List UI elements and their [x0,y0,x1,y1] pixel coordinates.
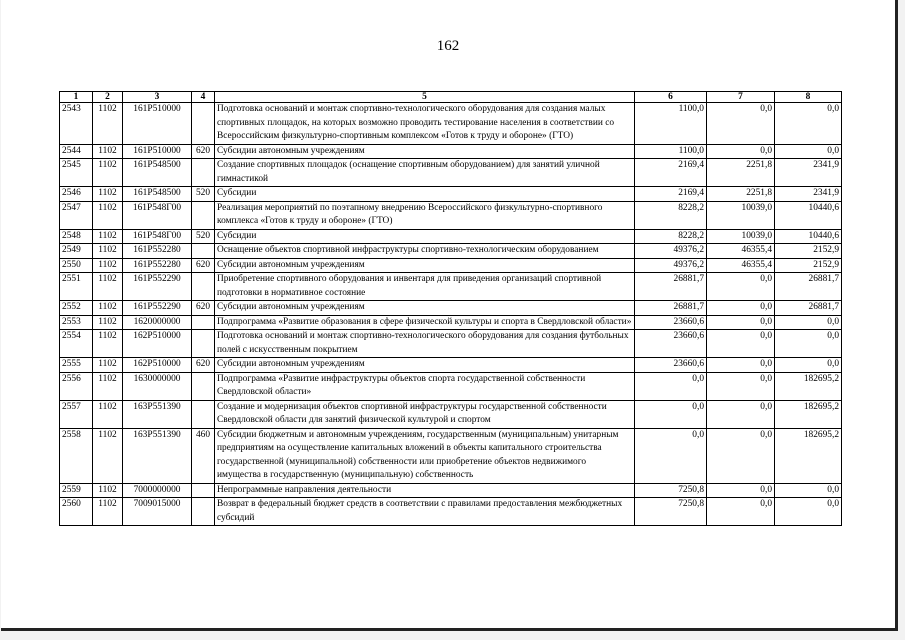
table-header-row [60,92,842,103]
amount-col6-cell: 0,0 [635,400,707,428]
expense-type-cell: 620 [192,301,215,316]
amount-col8-cell: 26881,7 [775,301,842,316]
budget-table [59,91,842,526]
target-article-cell: 161P548Г00 [123,229,192,244]
row-number-cell: 2547 [60,201,93,229]
amount-col8-cell: 182695,2 [775,428,842,483]
amount-col7-cell: 46355,4 [707,244,775,259]
table-row [60,428,842,483]
item-name-cell: Подпрограмма «Развитие инфраструктуры объектов спорта государственной собственности Свердловской области» [215,372,635,400]
amount-col8-cell: 0,0 [775,330,842,358]
section-code-cell: 1102 [93,229,123,244]
amount-col8-cell: 0,0 [775,103,842,145]
amount-col8-cell: 2152,9 [775,244,842,259]
item-name-cell: Подпрограмма «Развитие образования в сфере физической культуры и спорта в Свердловской области» [215,315,635,330]
table-row [60,483,842,498]
section-code-cell: 1102 [93,144,123,159]
expense-type-cell [192,483,215,498]
column-header: 5 [215,92,635,103]
row-number-cell: 2557 [60,400,93,428]
item-name-cell: Непрограммные направления деятельности [215,483,635,498]
table-row [60,498,842,526]
amount-col6-cell: 8228,2 [635,201,707,229]
amount-col7-cell: 10039,0 [707,229,775,244]
table-row [60,273,842,301]
section-code-cell: 1102 [93,187,123,202]
row-number-cell: 2554 [60,330,93,358]
column-header: 3 [123,92,192,103]
row-number-cell: 2558 [60,428,93,483]
target-article-cell: 161P552290 [123,301,192,316]
document-page [1,0,898,631]
expense-type-cell [192,315,215,330]
item-name-cell: Подготовка оснований и монтаж спортивно-технологического оборудования для создания футбольных полей с искусственным покрытием [215,330,635,358]
item-name-cell: Приобретение спортивного оборудования и инвентаря для приведения организаций спортивной подготовки в нормативное состояние [215,273,635,301]
expense-type-cell: 520 [192,229,215,244]
table-row [60,229,842,244]
section-code-cell: 1102 [93,330,123,358]
amount-col6-cell: 8228,2 [635,229,707,244]
row-number-cell: 2551 [60,273,93,301]
expense-type-cell [192,372,215,400]
item-name-cell: Субсидии [215,187,635,202]
table-row [60,301,842,316]
table-row [60,315,842,330]
amount-col8-cell: 0,0 [775,483,842,498]
amount-col7-cell: 0,0 [707,273,775,301]
section-code-cell: 1102 [93,358,123,373]
target-article-cell: 161P548Г00 [123,201,192,229]
amount-col6-cell: 2169,4 [635,187,707,202]
page-number: 162 [436,38,460,54]
amount-col8-cell: 0,0 [775,315,842,330]
target-article-cell: 161P552290 [123,273,192,301]
target-article-cell: 161P552280 [123,244,192,259]
section-code-cell: 1102 [93,428,123,483]
table-row [60,372,842,400]
amount-col7-cell: 0,0 [707,372,775,400]
target-article-cell: 161P548500 [123,187,192,202]
amount-col7-cell: 46355,4 [707,258,775,273]
expense-type-cell [192,498,215,526]
amount-col8-cell: 10440,6 [775,229,842,244]
row-number-cell: 2549 [60,244,93,259]
target-article-cell: 1630000000 [123,372,192,400]
target-article-cell: 7000000000 [123,483,192,498]
amount-col8-cell: 182695,2 [775,372,842,400]
amount-col7-cell: 0,0 [707,483,775,498]
row-number-cell: 2556 [60,372,93,400]
amount-col6-cell: 26881,7 [635,301,707,316]
column-header: 4 [192,92,215,103]
table-row [60,187,842,202]
section-code-cell: 1102 [93,315,123,330]
table-row [60,159,842,187]
amount-col8-cell: 10440,6 [775,201,842,229]
amount-col6-cell: 49376,2 [635,244,707,259]
row-number-cell: 2555 [60,358,93,373]
target-article-cell: 162P510000 [123,330,192,358]
target-article-cell: 161P548500 [123,159,192,187]
amount-col6-cell: 2169,4 [635,159,707,187]
amount-col7-cell: 0,0 [707,144,775,159]
section-code-cell: 1102 [93,400,123,428]
row-number-cell: 2552 [60,301,93,316]
amount-col6-cell: 7250,8 [635,483,707,498]
table-row [60,244,842,259]
row-number-cell: 2550 [60,258,93,273]
amount-col6-cell: 23660,6 [635,315,707,330]
section-code-cell: 1102 [93,159,123,187]
expense-type-cell [192,159,215,187]
expense-type-cell [192,273,215,301]
expense-type-cell: 620 [192,144,215,159]
item-name-cell: Возврат в федеральный бюджет средств в соответствии с правилами предоставления межбюджетных субсидий [215,498,635,526]
amount-col6-cell: 23660,6 [635,358,707,373]
amount-col7-cell: 0,0 [707,330,775,358]
target-article-cell: 161P510000 [123,103,192,145]
section-code-cell: 1102 [93,301,123,316]
item-name-cell: Субсидии автономным учреждениям [215,301,635,316]
expense-type-cell [192,244,215,259]
expense-type-cell: 460 [192,428,215,483]
expense-type-cell [192,103,215,145]
section-code-cell: 1102 [93,201,123,229]
target-article-cell: 163P551390 [123,400,192,428]
target-article-cell: 1620000000 [123,315,192,330]
row-number-cell: 2543 [60,103,93,145]
row-number-cell: 2544 [60,144,93,159]
expense-type-cell: 620 [192,258,215,273]
table-row [60,400,842,428]
amount-col6-cell: 7250,8 [635,498,707,526]
item-name-cell: Субсидии автономным учреждениям [215,358,635,373]
section-code-cell: 1102 [93,258,123,273]
table-row [60,144,842,159]
amount-col8-cell: 0,0 [775,358,842,373]
amount-col6-cell: 1100,0 [635,103,707,145]
amount-col6-cell: 1100,0 [635,144,707,159]
table-row [60,330,842,358]
target-article-cell: 161P552280 [123,258,192,273]
section-code-cell: 1102 [93,483,123,498]
item-name-cell: Субсидии [215,229,635,244]
target-article-cell: 7009015000 [123,498,192,526]
column-header: 6 [635,92,707,103]
column-header: 7 [707,92,775,103]
table-row [60,258,842,273]
amount-col7-cell: 0,0 [707,103,775,145]
amount-col7-cell: 0,0 [707,315,775,330]
amount-col7-cell: 10039,0 [707,201,775,229]
amount-col8-cell: 26881,7 [775,273,842,301]
row-number-cell: 2559 [60,483,93,498]
row-number-cell: 2560 [60,498,93,526]
amount-col8-cell: 0,0 [775,498,842,526]
amount-col7-cell: 0,0 [707,358,775,373]
table-row [60,201,842,229]
section-code-cell: 1102 [93,244,123,259]
amount-col6-cell: 23660,6 [635,330,707,358]
item-name-cell: Субсидии автономным учреждениям [215,258,635,273]
item-name-cell: Подготовка оснований и монтаж спортивно-технологического оборудования для создания малых спортивных площадок, на которых возможно проводить тестирование населения в соответствии со Всероссийским физкультурно-спортивным комплексом «Готов к труду и обороне» (ГТО) [215,103,635,145]
expense-type-cell [192,201,215,229]
target-article-cell: 163P551390 [123,428,192,483]
expense-type-cell: 520 [192,187,215,202]
amount-col6-cell: 0,0 [635,372,707,400]
expense-type-cell [192,400,215,428]
item-name-cell: Субсидии автономным учреждениям [215,144,635,159]
section-code-cell: 1102 [93,372,123,400]
amount-col8-cell: 0,0 [775,144,842,159]
item-name-cell: Создание и модернизация объектов спортивной инфраструктуры государственной собственности Свердловской области для занятий физической культурой и спортом [215,400,635,428]
row-number-cell: 2548 [60,229,93,244]
amount-col7-cell: 0,0 [707,428,775,483]
amount-col8-cell: 182695,2 [775,400,842,428]
section-code-cell: 1102 [93,498,123,526]
target-article-cell: 161P510000 [123,144,192,159]
amount-col8-cell: 2152,9 [775,258,842,273]
expense-type-cell [192,330,215,358]
item-name-cell: Создание спортивных площадок (оснащение спортивным оборудованием) для занятий уличной гимнастикой [215,159,635,187]
table-row [60,358,842,373]
target-article-cell: 162P510000 [123,358,192,373]
section-code-cell: 1102 [93,103,123,145]
amount-col6-cell: 26881,7 [635,273,707,301]
expense-type-cell: 620 [192,358,215,373]
amount-col6-cell: 49376,2 [635,258,707,273]
row-number-cell: 2545 [60,159,93,187]
table-row [60,103,842,145]
row-number-cell: 2546 [60,187,93,202]
amount-col7-cell: 2251,8 [707,187,775,202]
amount-col7-cell: 0,0 [707,498,775,526]
amount-col6-cell: 0,0 [635,428,707,483]
column-header: 2 [93,92,123,103]
amount-col8-cell: 2341,9 [775,159,842,187]
item-name-cell: Субсидии бюджетным и автономным учреждениям, государственным (муниципальным) унитарным предприятиям на осуществление капитальных вложений в объекты капитального строительства государственной (муниципальной) собственности или приобретение объектов недвижимого имущества в государственную (муниципальную) собственность [215,428,635,483]
item-name-cell: Реализация мероприятий по поэтапному внедрению Всероссийского физкультурно-спортивного комплекса «Готов к труду и обороне» (ГТО) [215,201,635,229]
amount-col7-cell: 0,0 [707,301,775,316]
amount-col8-cell: 2341,9 [775,187,842,202]
section-code-cell: 1102 [93,273,123,301]
column-header: 8 [775,92,842,103]
amount-col7-cell: 0,0 [707,400,775,428]
column-header: 1 [60,92,93,103]
amount-col7-cell: 2251,8 [707,159,775,187]
item-name-cell: Оснащение объектов спортивной инфраструктуры спортивно-технологическим оборудованием [215,244,635,259]
row-number-cell: 2553 [60,315,93,330]
